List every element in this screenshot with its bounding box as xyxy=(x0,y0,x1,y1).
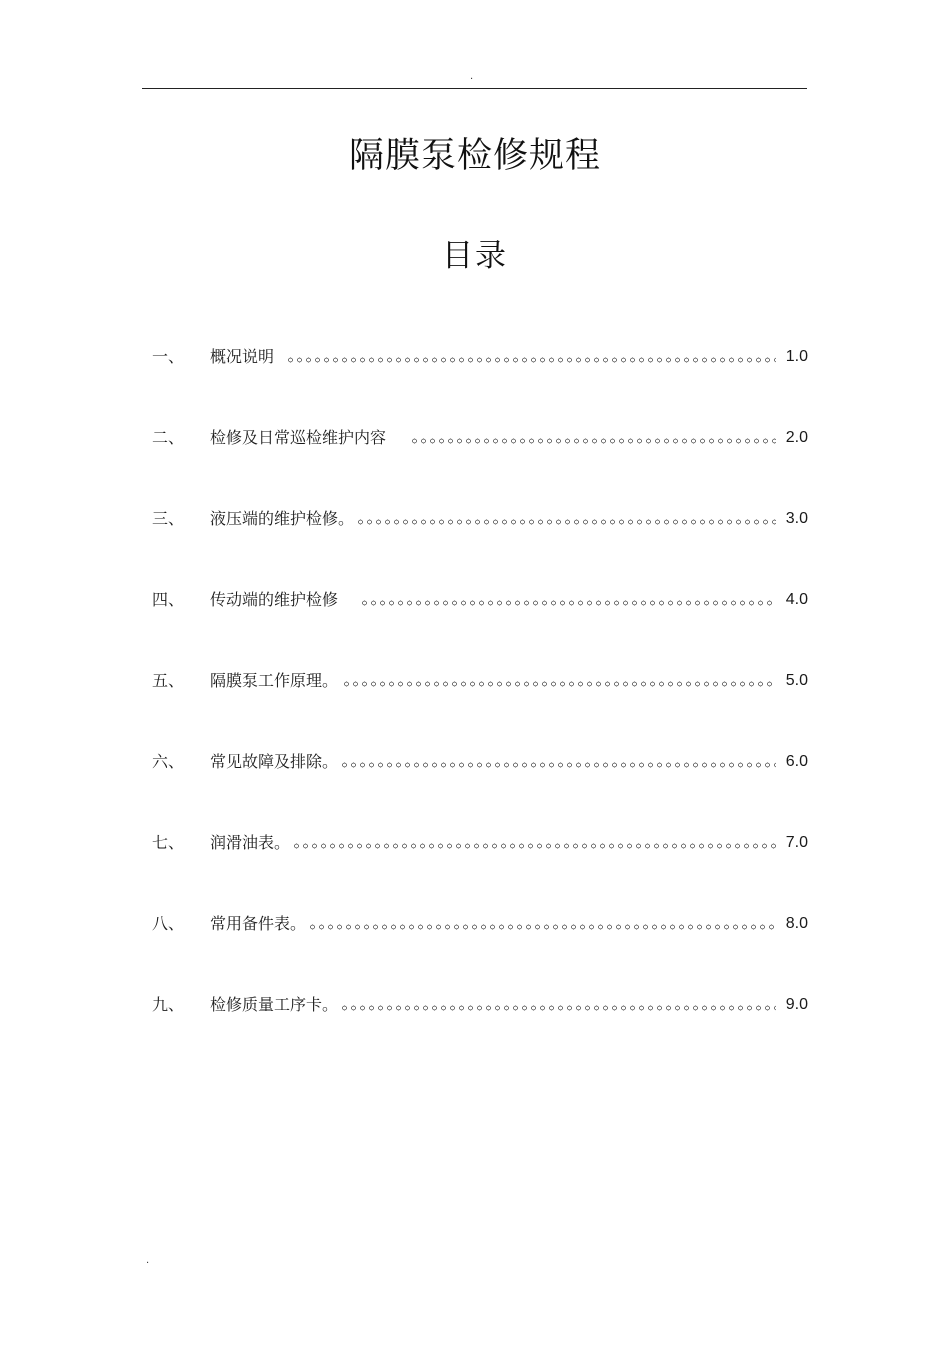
toc-entry-title: 常见故障及排除。 xyxy=(210,752,339,771)
toc-dot-leader xyxy=(360,599,776,607)
toc-entry-8[interactable] xyxy=(152,911,808,937)
toc-dot-leader xyxy=(286,356,776,364)
toc-entry-page: 6.0 xyxy=(785,753,808,770)
toc-entry-page: 2.0 xyxy=(785,429,808,446)
toc-entry-page: 7.0 xyxy=(785,834,808,851)
header-mark: . xyxy=(470,71,474,82)
toc-dot-leader xyxy=(410,437,776,445)
toc-entry-number: 九、 xyxy=(152,995,185,1014)
toc-entry-4[interactable] xyxy=(152,587,808,613)
toc-entry-title: 常用备件表。 xyxy=(210,914,307,933)
toc-entry-title: 液压端的维护检修。 xyxy=(210,509,355,528)
toc-entry-page: 8.0 xyxy=(785,915,808,932)
footer-mark: . xyxy=(146,1255,150,1266)
toc-entry-number: 七、 xyxy=(152,833,185,852)
toc-dot-leader xyxy=(342,680,776,688)
toc-entry-number: 四、 xyxy=(152,590,185,609)
toc-dot-leader xyxy=(308,923,776,931)
toc-entry-6[interactable] xyxy=(152,749,808,775)
toc-entry-page: 1.0 xyxy=(785,348,808,365)
toc-entry-number: 二、 xyxy=(152,428,185,447)
toc-entry-3[interactable] xyxy=(152,506,808,532)
toc-dot-leader xyxy=(340,1004,776,1012)
toc-entry-7[interactable] xyxy=(152,830,808,856)
toc-entry-title: 隔膜泵工作原理。 xyxy=(210,671,339,690)
toc-entry-5[interactable] xyxy=(152,668,808,694)
toc-entry-9[interactable] xyxy=(152,992,808,1018)
toc-heading: 目录 xyxy=(442,238,508,274)
toc-entry-title: 传动端的维护检修 xyxy=(210,590,339,609)
toc-entry-number: 一、 xyxy=(152,347,185,366)
toc-entry-title: 润滑油表。 xyxy=(210,833,291,852)
toc-entry-page: 3.0 xyxy=(785,510,808,527)
toc-entry-number: 三、 xyxy=(152,509,185,528)
toc-entry-page: 9.0 xyxy=(785,996,808,1013)
header-rule xyxy=(142,88,807,89)
toc-entry-1[interactable] xyxy=(152,344,808,370)
toc-entry-page: 4.0 xyxy=(785,591,808,608)
toc-dot-leader xyxy=(356,518,776,526)
toc-entry-number: 六、 xyxy=(152,752,185,771)
toc-dot-leader xyxy=(292,842,776,850)
toc-entry-number: 八、 xyxy=(152,914,185,933)
toc-entry-2[interactable] xyxy=(152,425,808,451)
document-title: 隔膜泵检修规程 xyxy=(348,136,601,176)
toc-entry-page: 5.0 xyxy=(785,672,808,689)
toc-entry-number: 五、 xyxy=(152,671,185,690)
toc-dot-leader xyxy=(340,761,776,769)
toc-entry-title: 概况说明 xyxy=(210,347,275,366)
toc-entry-title: 检修质量工序卡。 xyxy=(210,995,339,1014)
toc-entry-title: 检修及日常巡检维护内容 xyxy=(210,428,387,447)
